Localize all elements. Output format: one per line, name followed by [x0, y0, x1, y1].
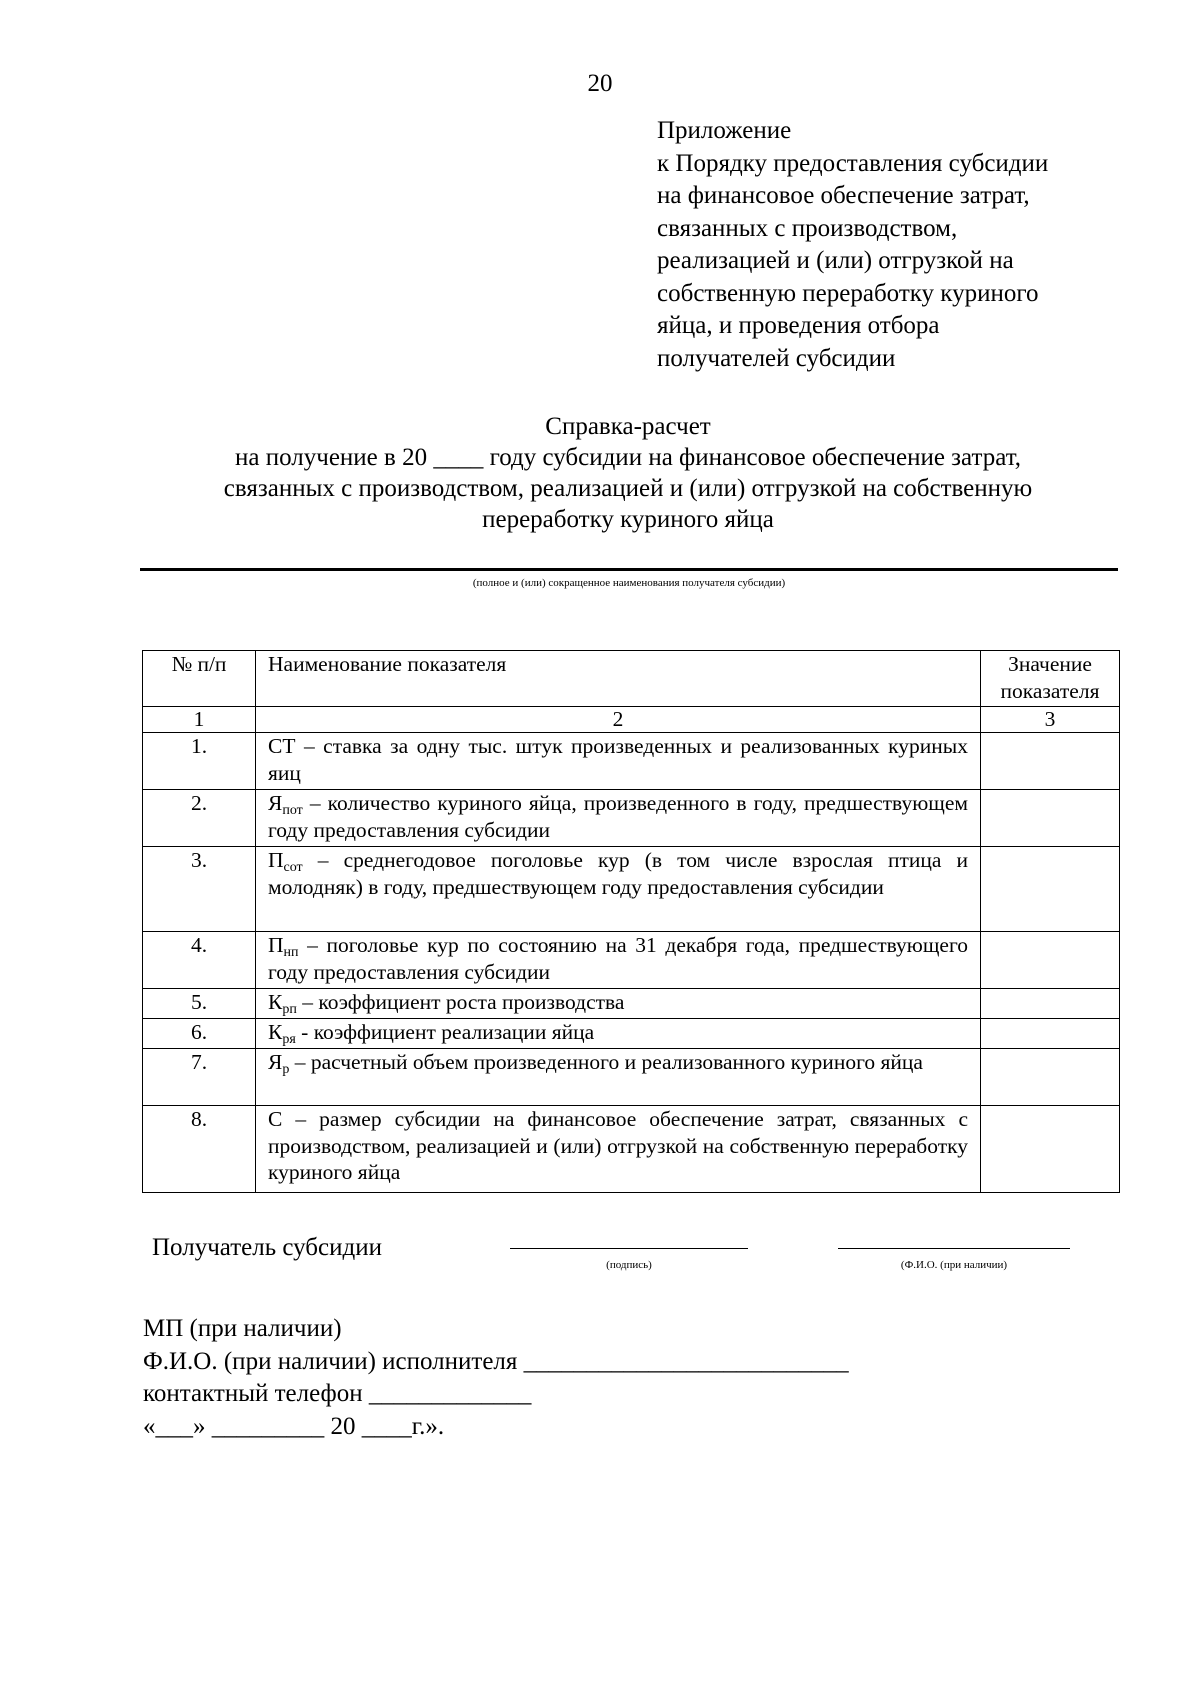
page-number: 20: [587, 70, 613, 97]
signature-line: [510, 1248, 748, 1249]
row-value[interactable]: [981, 790, 1120, 847]
table-row: [143, 733, 1120, 790]
row-number: 5.: [143, 989, 256, 1019]
phone-line: контактный телефон _____________: [143, 1380, 532, 1407]
indicator-symbol: П: [268, 933, 284, 957]
row-number: 7.: [143, 1049, 256, 1106]
table-header-row: [143, 651, 1120, 707]
executor-line: Ф.И.О. (при наличии) исполнителя __________________________: [143, 1347, 849, 1375]
column-number: 2: [256, 707, 981, 733]
row-indicator: [256, 989, 981, 1019]
row-indicator: [256, 1049, 981, 1106]
table-row: [143, 847, 1120, 932]
header-indicator-value: Значение показателя: [981, 651, 1120, 707]
indicator-description: – коэффициент роста производства: [296, 990, 625, 1014]
indicator-symbol: К: [268, 1020, 283, 1044]
indicator-description: – ставка за одну тыс. штук произведенных и реализованных куриных яиц: [268, 734, 968, 785]
indicators-table: [142, 650, 1120, 1193]
row-value[interactable]: [981, 733, 1120, 790]
signature-caption: (подпись): [606, 1259, 652, 1271]
appendix-line: связанных с производством,: [657, 214, 958, 242]
appendix-line: получателей субсидии: [657, 344, 896, 372]
indicator-subscript: пот: [282, 803, 303, 818]
indicator-subscript: рп: [282, 1002, 297, 1017]
full-name-caption: (Ф.И.О. (при наличии): [900, 1259, 1008, 1271]
stamp-line: МП (при наличии): [143, 1315, 342, 1342]
full-name-line: [838, 1248, 1070, 1249]
table-column-numbers-row: [143, 707, 1120, 733]
indicator-subscript: сот: [283, 860, 303, 875]
table-row: [143, 1049, 1120, 1106]
title-heading: Справка-расчет: [545, 413, 711, 440]
title-line: переработку куриного яйца: [482, 506, 774, 533]
recipient-label: Получатель субсидии: [152, 1234, 382, 1261]
indicator-symbol: К: [268, 990, 283, 1014]
table-row: [143, 989, 1120, 1019]
table-body: [143, 733, 1120, 1193]
indicator-subscript: нп: [283, 945, 299, 960]
indicator-description: – расчетный объем произведенного и реализованного куриного яйца: [289, 1050, 923, 1074]
row-indicator: [256, 1106, 981, 1193]
indicator-subscript: ря: [282, 1032, 296, 1047]
recipient-name-line: [140, 568, 1118, 571]
row-number: 1.: [143, 733, 256, 790]
row-value[interactable]: [981, 989, 1120, 1019]
title-line: связанных с производством, реализацией и (или) отгрузкой на собственную: [223, 475, 1033, 502]
appendix-line: яйца, и проведения отбора: [657, 312, 940, 339]
row-indicator: [256, 790, 981, 847]
indicator-description: – поголовье кур по состоянию на 31 декабря года, предшествующего году предоставления субсидии: [268, 933, 968, 984]
appendix-line: Приложение: [657, 117, 792, 144]
row-indicator: [256, 733, 981, 790]
row-indicator: [256, 1019, 981, 1049]
indicator-symbol: С: [268, 1107, 283, 1131]
appendix-line: к Порядку предоставления субсидии: [657, 149, 1049, 177]
appendix-block: [657, 115, 1127, 375]
row-value[interactable]: [981, 1019, 1120, 1049]
row-value[interactable]: [981, 932, 1120, 989]
indicator-description: – среднегодовое поголовье кур (в том числе взрослая птица и молодняк) в году, предшествующем году предоставления субсидии: [268, 848, 968, 899]
recipient-name-caption: (полное и (или) сокращенное наименования получателя субсидии): [472, 577, 786, 589]
document-title: [0, 411, 1200, 535]
column-number: 1: [143, 707, 256, 733]
indicator-symbol: Я: [268, 1050, 283, 1074]
row-number: 4.: [143, 932, 256, 989]
header-indicator-name: Наименование показателя: [256, 651, 981, 707]
appendix-line: на финансовое обеспечение затрат,: [657, 182, 1030, 209]
row-value[interactable]: [981, 1049, 1120, 1106]
appendix-line: собственную переработку куриного: [657, 279, 1039, 307]
row-value[interactable]: [981, 847, 1120, 932]
indicator-symbol: Я: [268, 791, 283, 815]
indicator-description: - коэффициент реализации яйца: [295, 1020, 595, 1044]
footer-block: [143, 1313, 849, 1443]
row-number: 8.: [143, 1106, 256, 1193]
table-row: [143, 932, 1120, 989]
row-number: 3.: [143, 847, 256, 932]
row-number: 6.: [143, 1019, 256, 1049]
title-line: на получение в 20 ____ году субсидии на финансовое обеспечение затрат,: [235, 444, 1021, 471]
indicator-subscript: р: [282, 1062, 290, 1077]
date-line: «___» _________ 20 ____г.».: [143, 1412, 445, 1440]
appendix-line: реализацией и (или) отгрузкой на: [657, 247, 1014, 274]
column-number: 3: [981, 707, 1120, 733]
indicator-symbol: П: [268, 848, 284, 872]
table-row: [143, 1019, 1120, 1049]
indicator-symbol: СТ: [268, 734, 296, 758]
table-row: [143, 1106, 1120, 1193]
header-number: № п/п: [143, 651, 256, 707]
table-row: [143, 790, 1120, 847]
row-value[interactable]: [981, 1106, 1120, 1193]
row-indicator: [256, 847, 981, 932]
row-indicator: [256, 932, 981, 989]
indicator-description: – размер субсидии на финансовое обеспечение затрат, связанных с производством, реализацией и (или) отгрузкой на собственную переработку куриного яйца: [268, 1107, 968, 1184]
row-number: 2.: [143, 790, 256, 847]
indicator-description: – количество куриного яйца, произведенного в году, предшествующем году предоставления субсидии: [268, 791, 968, 842]
